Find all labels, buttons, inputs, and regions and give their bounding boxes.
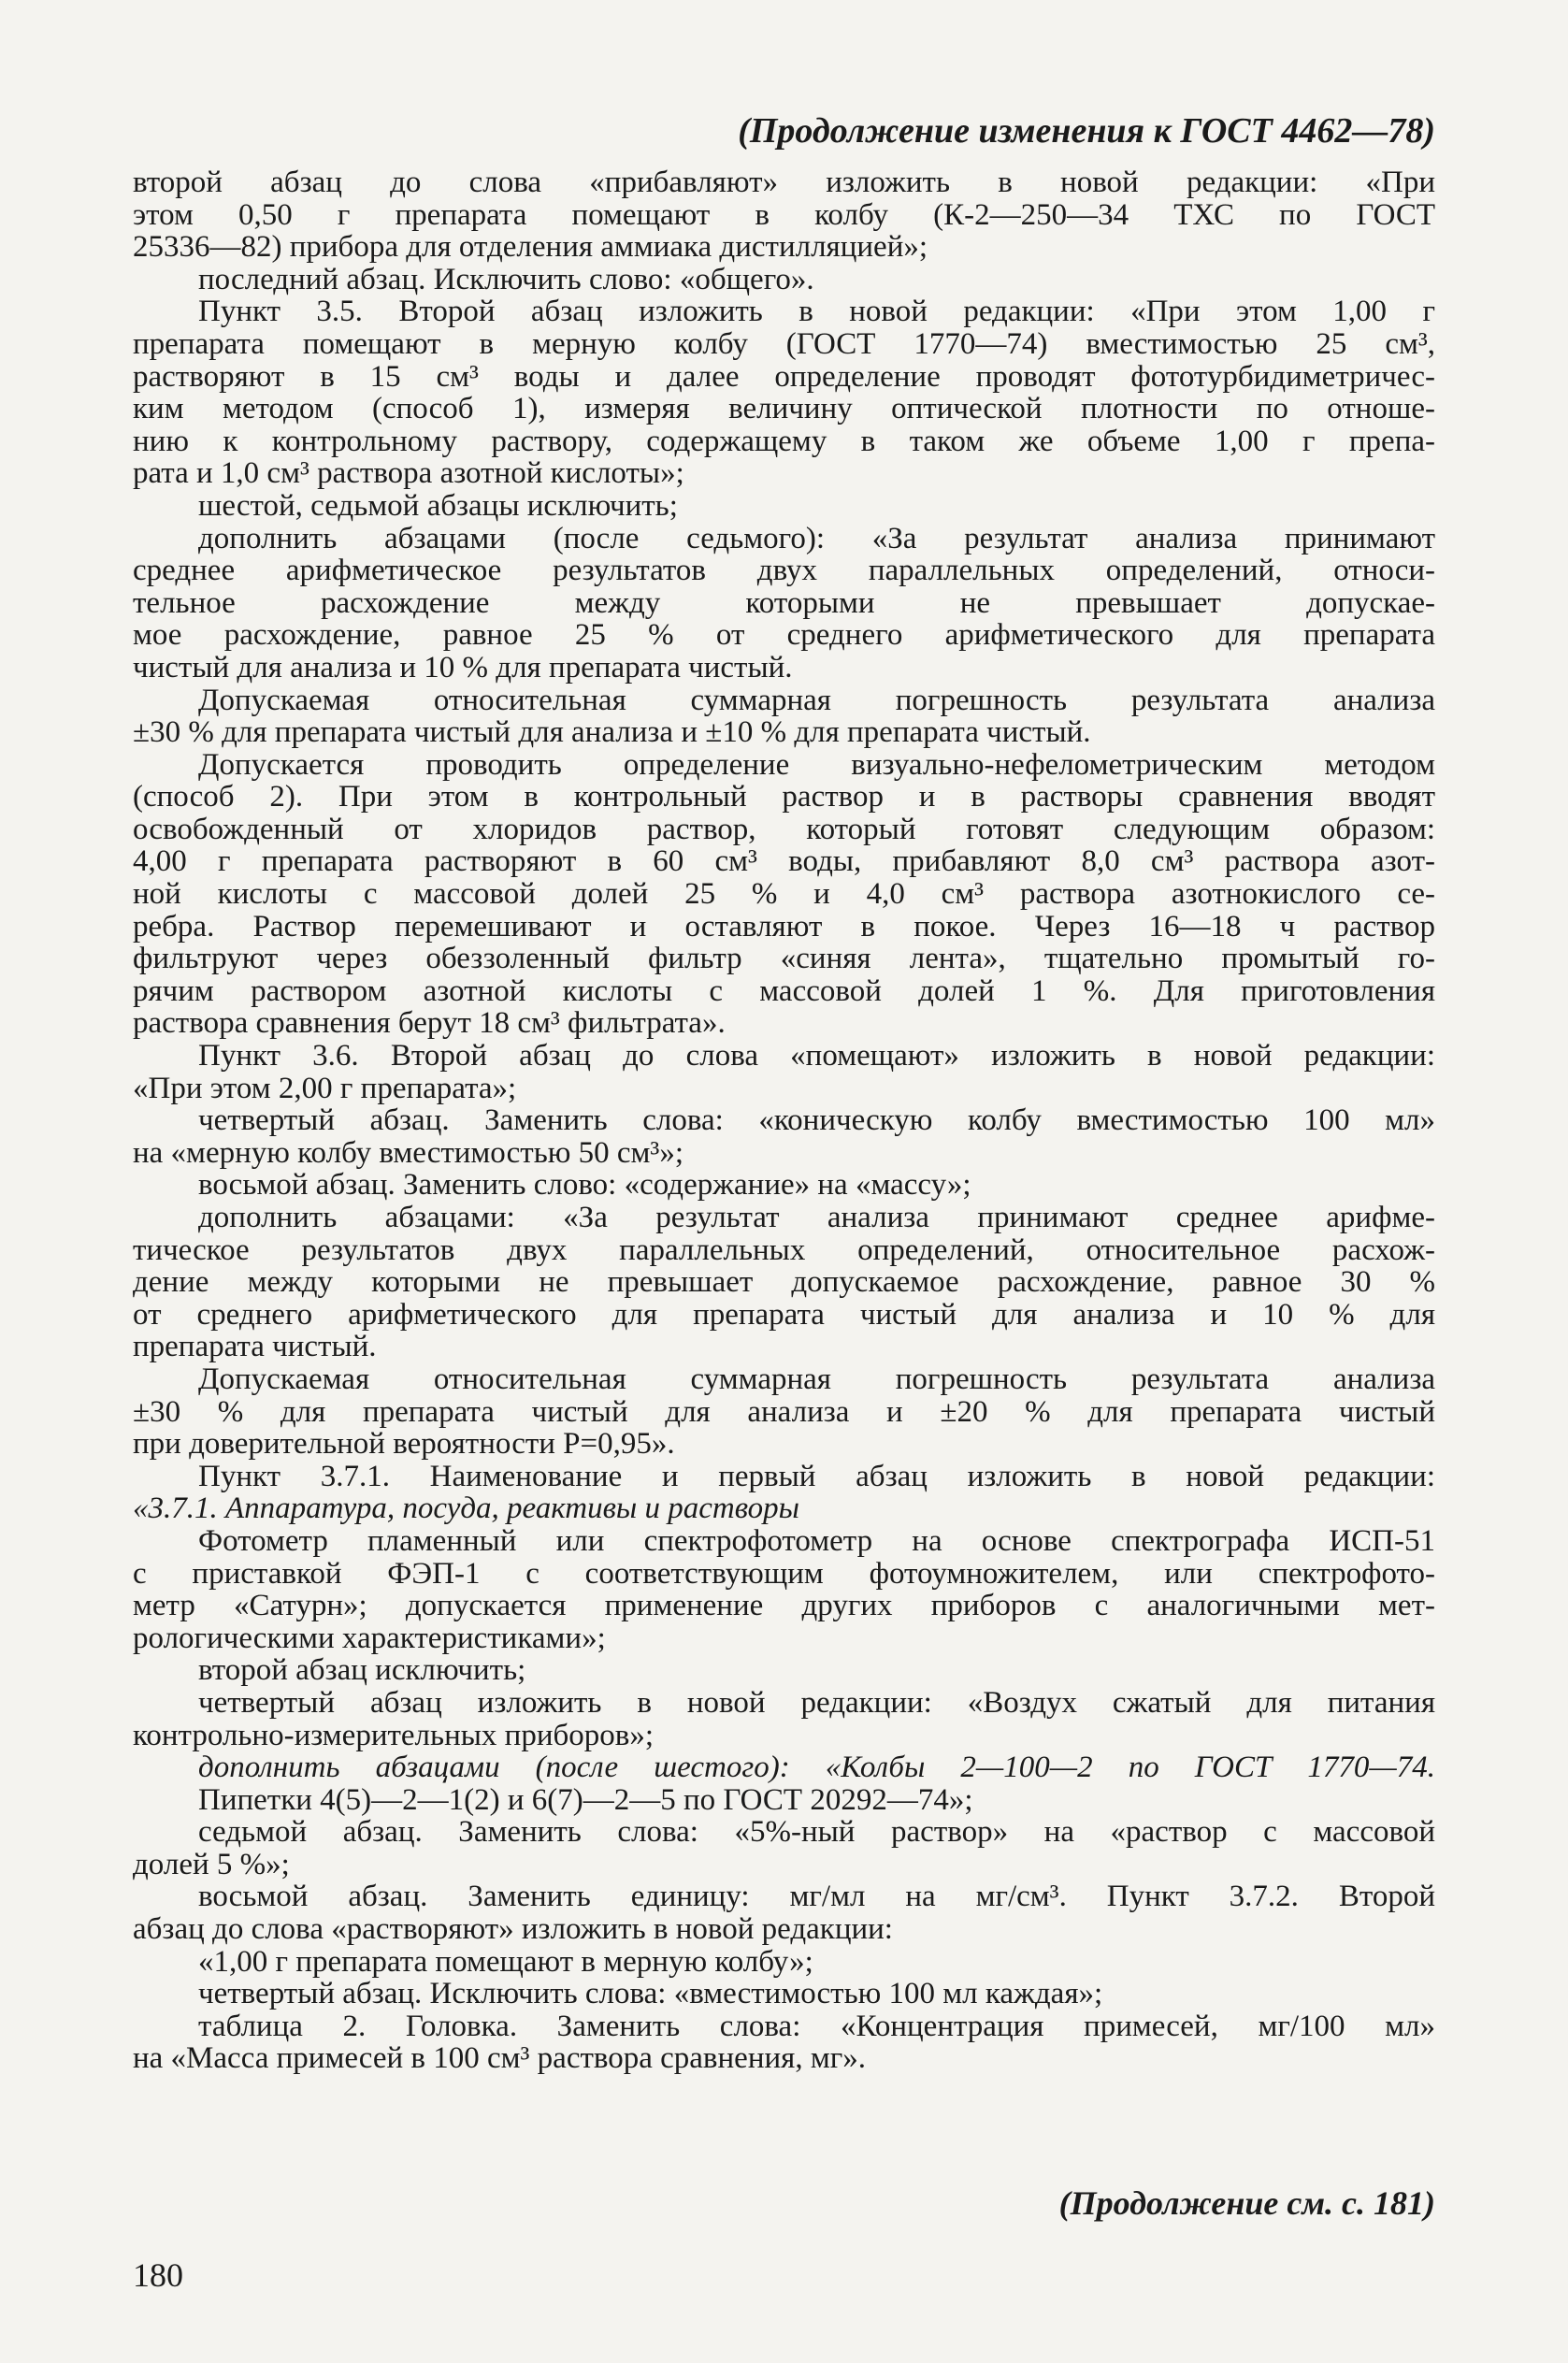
text-line: Пипетки 4(5)—2—1(2) и 6(7)—2—5 по ГОСТ 20292—74»; bbox=[198, 1783, 973, 1817]
text-line: тельное расхождение между которыми не превышает допускае- bbox=[133, 586, 1435, 620]
text-line: седьмой абзац. Заменить слова: «5%-ный раствор» на «раствор с массовой bbox=[198, 1816, 1435, 1849]
text-line: четвертый абзац. Заменить слова: «коническую колбу вместимостью 100 мл» bbox=[198, 1104, 1435, 1137]
text-line: дополнить абзацами: «За результат анализа принимают среднее арифме- bbox=[198, 1202, 1435, 1234]
text-line: Допускаемая относительная суммарная погрешность результата анализа bbox=[198, 1362, 1435, 1396]
text-line: «3.7.1. Аппаратура, посуда, реактивы и растворы bbox=[133, 1492, 799, 1525]
text-line: на «мерную колбу вместимостью 50 см³»; bbox=[133, 1136, 683, 1170]
text-line: освобожденный от хлоридов раствор, который готовят следующим образом: bbox=[133, 813, 1435, 846]
text-line: препарата чистый. bbox=[133, 1331, 377, 1363]
text-line: ким методом (способ 1), измеряя величину оптической плотности по отноше- bbox=[133, 393, 1435, 425]
text-line: «При этом 2,00 г препарата»; bbox=[133, 1072, 517, 1105]
text-line: чистый для анализа и 10 % для препарата чистый. bbox=[133, 651, 793, 684]
text-line: нию к контрольному раствору, содержащему в таком же объеме 1,00 г препа- bbox=[133, 425, 1435, 458]
text-line: Фотометр пламенный или спектрофотометр на основе спектрографа ИСП-51 bbox=[198, 1524, 1435, 1558]
text-line: ±30 % для препарата чистый для анализа и ±10 % для препарата чистый. bbox=[133, 716, 1091, 749]
text-line: дополнить абзацами (после шестого): «Колбы 2—100—2 по ГОСТ 1770—74. bbox=[198, 1751, 1435, 1784]
continuation-note: (Продолжение см. с. 181) bbox=[1058, 2184, 1435, 2222]
text-line: четвертый абзац. Исключить слова: «вместимостью 100 мл каждая»; bbox=[198, 1978, 1103, 2010]
text-line: Пункт 3.6. Второй абзац до слова «помещают» изложить в новой редакции: bbox=[198, 1040, 1435, 1073]
text-line: Допускаемая относительная суммарная погрешность результата анализа bbox=[198, 684, 1435, 717]
text-line: восьмой абзац. Заменить единицу: мг/мл на мг/см³. Пункт 3.7.2. Второй bbox=[198, 1880, 1435, 1914]
text-line: дополнить абзацами (после седьмого): «За результат анализа принимают bbox=[198, 522, 1435, 555]
text-line: второй абзац до слова «прибавляют» изложить в новой редакции: «При bbox=[133, 166, 1435, 199]
text-line: растворяют в 15 см³ воды и далее определение проводят фототурбидиметричес- bbox=[133, 360, 1435, 394]
text-line: тическое результатов двух параллельных определений, относительное расхож- bbox=[133, 1233, 1435, 1267]
text-line: Допускается проводить определение визуально-нефелометрическим методом bbox=[198, 748, 1435, 782]
text-line: ±30 % для препарата чистый для анализа и ±20 % для препарата чистый bbox=[133, 1395, 1435, 1429]
page-header: (Продолжение изменения к ГОСТ 4462—78) bbox=[738, 111, 1435, 151]
text-line: рата и 1,0 см³ раствора азотной кислоты»; bbox=[133, 457, 684, 490]
text-line: от среднего арифметического для препарата чистый для анализа и 10 % для bbox=[133, 1298, 1435, 1332]
text-line: рологическими характеристиками»; bbox=[133, 1621, 606, 1655]
text-line: ной кислоты с массовой долей 25 % и 4,0 см³ раствора азотнокислого се- bbox=[133, 878, 1435, 911]
page-number: 180 bbox=[133, 2256, 183, 2294]
text-line: раствора сравнения берут 18 см³ фильтрата». bbox=[133, 1007, 726, 1041]
text-line: 25336—82) прибора для отделения аммиака дистилляцией»; bbox=[133, 231, 928, 264]
text-line: четвертый абзац изложить в новой редакции: «Воздух сжатый для питания bbox=[198, 1686, 1435, 1720]
text-line: абзац до слова «растворяют» изложить в новой редакции: bbox=[133, 1913, 893, 1946]
text-line: контрольно-измерительных приборов»; bbox=[133, 1719, 655, 1752]
text-line: 4,00 г препарата растворяют в 60 см³ воды, прибавляют 8,0 см³ раствора азот- bbox=[133, 845, 1435, 879]
text-line: шестой, седьмой абзацы исключить; bbox=[198, 489, 678, 523]
text-line: с приставкой ФЭП-1 с соответствующим фотоумножителем, или спектрофото- bbox=[133, 1557, 1435, 1591]
text-line: дение между которыми не превышает допускаемое расхождение, равное 30 % bbox=[133, 1266, 1435, 1299]
text-line: (способ 2). При этом в контрольный раствор и в растворы сравнения вводят bbox=[133, 781, 1435, 814]
text-line: при доверительной вероятности Р=0,95». bbox=[133, 1428, 675, 1461]
text-line: последний абзац. Исключить слово: «общего». bbox=[198, 263, 814, 296]
text-line: таблица 2. Головка. Заменить слова: «Концентрация примесей, мг/100 мл» bbox=[198, 2010, 1435, 2043]
text-line: этом 0,50 г препарата помещают в колбу (К-2—250—34 ТХС по ГОСТ bbox=[133, 198, 1435, 232]
text-line: препарата помещают в мерную колбу (ГОСТ 1770—74) вместимостью 25 см³, bbox=[133, 327, 1435, 361]
text-line: среднее арифметическое результатов двух параллельных определений, относи- bbox=[133, 555, 1435, 587]
text-line: мое расхождение, равное 25 % от среднего арифметического для препарата bbox=[133, 619, 1435, 652]
text-line: метр «Сатурн»; допускается применение других приборов с аналогичными мет- bbox=[133, 1590, 1435, 1622]
text-line: второй абзац исключить; bbox=[198, 1654, 526, 1687]
text-line: восьмой абзац. Заменить слово: «содержание» на «массу»; bbox=[198, 1169, 971, 1202]
text-line: Пункт 3.7.1. Наименование и первый абзац изложить в новой редакции: bbox=[198, 1460, 1435, 1493]
text-line: Пункт 3.5. Второй абзац изложить в новой редакции: «При этом 1,00 г bbox=[198, 295, 1435, 328]
text-line: фильтруют через обеззоленный фильтр «синяя лента», тщательно промытый го- bbox=[133, 943, 1435, 975]
text-line: на «Масса примесей в 100 см³ раствора сравнения, мг». bbox=[133, 2042, 866, 2076]
text-line: «1,00 г препарата помещают в мерную колбу»; bbox=[198, 1945, 813, 1979]
text-line: рячим раствором азотной кислоты с массовой долей 1 %. Для приготовления bbox=[133, 974, 1435, 1008]
body-text bbox=[133, 166, 1435, 2075]
text-line: долей 5 %»; bbox=[133, 1848, 290, 1881]
text-line: ребра. Раствор перемешивают и оставляют в покое. Через 16—18 ч раствор bbox=[133, 910, 1435, 944]
